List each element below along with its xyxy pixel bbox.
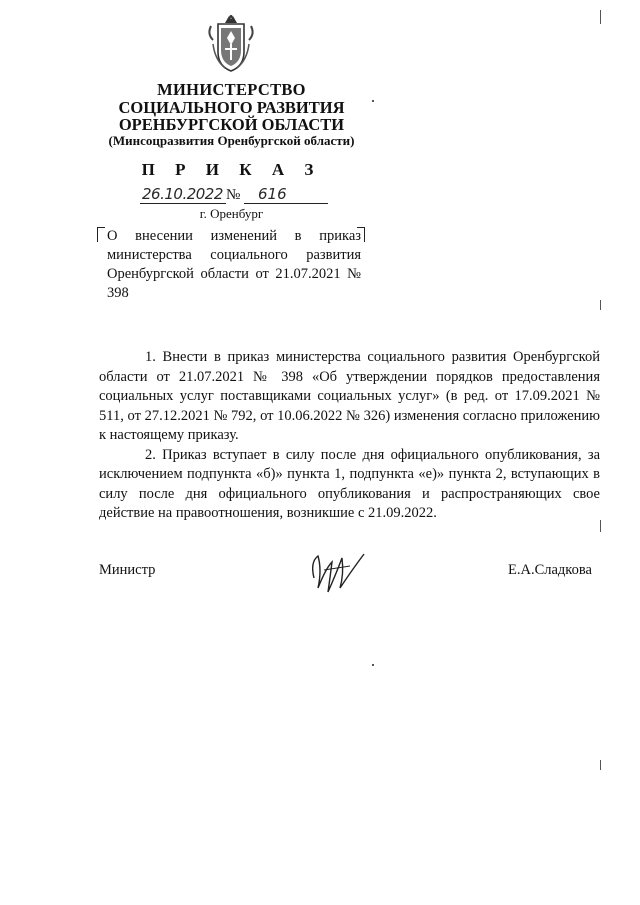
org-short-name: (Минсоцразвития Оренбургской области) (108, 133, 355, 148)
org-name-line3: ОРЕНБУРГСКОЙ ОБЛАСТИ (118, 115, 345, 134)
coat-of-arms-icon (205, 14, 257, 74)
scan-edge-mark (600, 520, 601, 532)
document-number: 616 (258, 185, 287, 203)
org-name-line2: СОЦИАЛЬНОГО РАЗВИТИЯ (118, 98, 345, 117)
city: г. Оренбург (199, 206, 264, 221)
handwritten-signature (306, 548, 376, 596)
scan-edge-mark (600, 760, 601, 770)
number-underline (244, 203, 328, 204)
subject-bracket-left (97, 227, 105, 242)
signatory-name: Е.А.Сладкова (508, 562, 592, 578)
scan-edge-mark (600, 10, 601, 24)
document-date: 26.10.2022 (142, 185, 223, 203)
scan-speck (372, 100, 374, 102)
document-title: П Р И К А З (141, 160, 322, 179)
order-subject: О внесении изменений в приказ министерства социального развития Оренбургской области от 21.07.2021 № 398 (107, 228, 361, 301)
signatory-role: Министр (99, 562, 156, 578)
date-underline (140, 203, 226, 204)
paragraph-2: 2. Приказ вступает в силу после дня официального опубликования, за исключением подпункта «б)» пункта 1, подпункта «е)» пункта 2, вступающих в силу после дня официального опубликования и распространяющих свое действие на правоотношения, возникшие с 21.09.2022. (99, 446, 600, 521)
scan-speck (372, 664, 374, 666)
order-body (99, 348, 600, 524)
number-sign: № (226, 187, 241, 203)
date-number-line (140, 186, 340, 208)
paragraph-1: 1. Внести в приказ министерства социального развития Оренбургской области от 21.07.2021 № 398 «Об утверждении порядков предоставления социальных услуг поставщиками социальных услуг» (в ред. от 17.09.2021 № 511, от 27.12.2021 № 792, от 10.06.2022 № 326) изменения согласно приложению к настоящему приказу. (99, 349, 600, 443)
org-name-line1: МИНИСТЕРСТВО (157, 80, 306, 99)
scan-edge-mark (600, 300, 601, 310)
